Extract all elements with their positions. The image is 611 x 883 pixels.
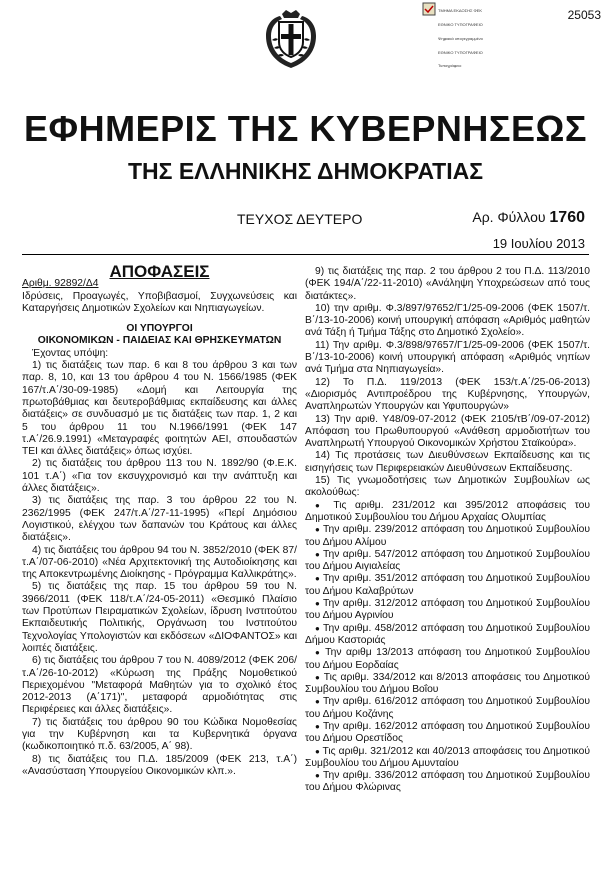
clause-paragraph: 4) τις διατάξεις του άρθρου 94 του Ν. 3852/2010 (ΦΕΚ 87/τ.Α΄/07-06-2010) «Νέα Αρχιτεκτονική της Αυτοδιοίκησης και της Αποκεντρωμένης Διοίκησης - Πρόγραμμα Καλλικράτης». <box>22 544 297 581</box>
clause-paragraph: 14) Τις προτάσεις των Διευθύνσεων Εκπαίδευσης και τις εισηγήσεις των Περιφερειακών Διευθύνσεων Εκπαίδευσης. <box>305 450 590 474</box>
council-opinion-item: ● Την αριθμ. 458/2012 απόφαση του Δημοτικού Συμβουλίου Δήμου Καστοριάς <box>305 623 590 648</box>
ministers-heading-line2: ΟΙΚΟΝΟΜΙΚΩΝ - ΠΑΙΔΕΙΑΣ ΚΑΙ ΘΡΗΣΚΕΥΜΑΤΩΝ <box>37 335 282 347</box>
greek-coat-of-arms-emblem <box>262 10 320 70</box>
issue-label: ΤΕΥΧΟΣ ΔΕΥΤΕΡΟ <box>237 211 363 227</box>
council-opinion-item: ● Την αριθμ 13/2013 απόφαση του Δημοτικού Συμβουλίου του Δήμου Εορδαίας <box>305 647 590 672</box>
clause-paragraph: 13) Την αριθ. Υ48/09-07-2012 (ΦΕΚ 2105/τΒ΄/09-07-2012) Απόφαση του Πρωθυπουργού «Ανάθεση αρμοδιοτήτων του Αναπληρωτή Υπουργού Οικονομικών Χρήστου Σταϊκούρα». <box>305 413 590 450</box>
council-opinion-item: ● Τις αριθμ. 334/2012 και 8/2013 αποφάσεις του Δημοτικού Συμβουλίου του Δήμου Βοΐου <box>305 672 590 697</box>
signature-seal-icon <box>422 2 436 16</box>
stamp-line: ΤΜΗΜΑ ΕΚΔΟΣΗΣ ΦΕΚ <box>438 8 483 14</box>
sheet-number-block <box>472 209 585 227</box>
clause-paragraph: 8) τις διατάξεις του Π.Δ. 185/2009 (ΦΕΚ 213, τ.Α΄) «Ανασύσταση Υπουργείου Οικονομικών κλπ.». <box>22 753 297 777</box>
gazette-subtitle: ΤΗΣ ΕΛΛΗΝΙΚΗΣ ΔΗΜΟΚΡΑΤΙΑΣ <box>127 158 484 184</box>
clause-paragraph: 3) τις διατάξεις της παρ. 3 του άρθρου 22 του Ν. 2362/1995 (ΦΕΚ 247/τ.Α΄/27-11-1995) «Περί Δημόσιου Λογιστικού, ελέγχου των δαπανών του Κράτους και άλλες διατάξεις». <box>22 495 297 544</box>
digital-signature-stamp <box>422 0 502 69</box>
stamp-line: Τυπογράφειο <box>438 63 462 69</box>
clause-paragraph: 11) Την αριθμ. Φ.3/898/97657/Γ1/25-09-2006 (ΦΕΚ 1507/τ. Β΄/13-10-2006) κοινή υπουργική απόφαση «Αριθμός νηπίων ανά Τμήμα στα Νηπιαγωγεία». <box>305 339 590 376</box>
stamp-line: Ψηφιακά υπογεγραμμένο <box>438 35 483 41</box>
council-opinion-item: ● Την αριθμ. 616/2012 απόφαση του Δημοτικού Συμβουλίου του Δήμου Κοζάνης <box>305 696 590 721</box>
sheet-label: Αρ. Φύλλου <box>472 209 546 225</box>
header-divider <box>22 254 589 255</box>
council-opinion-item: ● Την αριθμ. 336/2012 απόφαση του Δημοτικού Συμβουλίου του Δήμου Φλώρινας <box>305 770 590 795</box>
clause-paragraph: 6) τις διατάξεις του άρθρου 7 του Ν. 4089/2012 (ΦΕΚ 206/τ.Α΄/26-10-2012) «Κύρωση της Πράξης Νομοθετικού Περιεχομένου "Μεταφορά Μαθητών για το σχολικό έτος 2012-2013 (Α΄171)", μεταφορά αρμοδιότητας στις Περιφέρειες και άλλες διατάξεις». <box>22 655 297 716</box>
left-column <box>22 262 297 778</box>
issue-date: 19 Ιουλίου 2013 <box>492 236 585 251</box>
gazette-title: ΕΦΗΜΕΡΙΣ ΤΗΣ ΚΥΒΕΡΝΗΣΕΩΣ <box>24 108 587 149</box>
sheet-number: 1760 <box>549 209 585 226</box>
council-opinion-item: ● Τις αριθμ. 231/2012 και 395/2012 αποφάσεις του Δημοτικού Συμβουλίου του Δήμου Αρχαίας Ολυμπίας <box>305 500 590 525</box>
clause-paragraph: 9) τις διατάξεις της παρ. 2 του άρθρου 2 του Π.Δ. 113/2010 (ΦΕΚ 194/Α΄/22-11-2010) «Ανάληψη Υποχρεώσεων από τους διατάκτες». <box>305 266 590 302</box>
council-opinion-item: ● Την αριθμ. 239/2012 απόφαση του Δημοτικού Συμβουλίου του Δήμου Αλίμου <box>305 524 590 549</box>
council-opinion-item: ● Την αριθμ. 351/2012 απόφαση του Δημοτικού Συμβουλίου του Δήμου Καλαβρύτων <box>305 573 590 598</box>
right-column <box>305 266 590 795</box>
page-number: 25053 <box>567 8 601 22</box>
council-opinion-item: ● Τις αριθμ. 321/2012 και 40/2013 αποφάσεις του Δημοτικού Συμβουλίου του Δήμου Αμυνταίου <box>305 746 590 771</box>
stamp-line: ΕΘΝΙΚΟ ΤΥΠΟΓΡΑΦΕΙΟ <box>438 49 483 55</box>
clause-paragraph: 5) τις διατάξεις της παρ. 15 του άρθρου 59 του Ν. 3966/2011 (ΦΕΚ 118/τ.Α΄/24-05-2011) «Θεσμικό Πλαίσιο των Προτύπων Πειραματικών Σχολείων, ίδρυση Ινστιτούτου Εκπαιδευτικής Πολιτικής, Οργάνωση του Ινστιτούτου Τεχνολογίας Υπολογιστών και εκδόσεων «ΔΙΟΦΑΝΤΟΣ» και λοιπές διατάξεις. <box>22 581 297 654</box>
clause-paragraph: 15) Τις γνωμοδοτήσεις των Δημοτικών Συμβουλίων ως ακολούθως: <box>305 475 590 499</box>
clause-paragraph: 10) την αριθμ. Φ.3/897/97652/Γ1/25-09-2006 (ΦΕΚ 1507/τ. Β΄/13-10-2006) κοινή υπουργική απόφαση «Αριθμός μαθητών ανά Τάξη ή Τμήμα Τάξης στο Δημοτικό Σχολείο». <box>305 302 590 339</box>
clause-paragraph: 1) τις διατάξεις των παρ. 6 και 8 του άρθρου 3 και των παρ. 8, 10, και 13 του άρθρου 4 του Ν. 1566/1985 (ΦΕΚ 167/τ.Α΄/30-09-1985) «Δομή και Λειτουργία της πρωτοβάθμιας και δευτεροβάθμιας εκπαίδευσης και άλλες διατάξεις» σε συνδυασμό με τις διατάξεις των παρ. 1, 2 και 5 του άρθρου 11 του Ν.1966/1991 (ΦΕΚ 147 τ.Α΄/26.9.1991) «Μεταγραφές φοιτητών ΑΕΙ, σπουδαστών ΤΕΙ και άλλες διατάξεις» όπως ισχύει. <box>22 360 297 458</box>
having-regard-text: Έχοντας υπόψη: <box>32 347 109 359</box>
council-opinion-item: ● Την αριθμ. 312/2012 απόφαση του Δημοτικού Συμβουλίου του Δήμου Αγρινίου <box>305 598 590 623</box>
clause-paragraph: 12) Το Π.Δ. 119/2013 (ΦΕΚ 153/τ.Α΄/25-06-2013) «Διορισμός Αντιπροέδρου της Κυβέρνησης, Υπουργών, Αναπληρωτών Υπουργών και Υφυπουργών» <box>305 376 590 413</box>
stamp-line: ΕΘΝΙΚΟ ΤΥΠΟΓΡΑΦΕΙΟ <box>438 21 483 27</box>
decision-reference: Αριθμ. 92892/Δ4 <box>22 278 99 290</box>
council-opinion-item: ● Την αριθμ. 162/2012 απόφαση του Δημοτικού Συμβουλίου του Δήμου Ορεστίδος <box>305 721 590 746</box>
clause-paragraph: 7) τις διατάξεις του άρθρου 90 του Κώδικα Νομοθεσίας για την Κυβέρνηση και τα Κυβερνητικά όργανα (κωδικοποιητικό π.δ. 63/2005, Α΄ 98). <box>22 716 297 753</box>
council-opinion-item: ● Την αριθμ. 547/2012 απόφαση του Δημοτικού Συμβουλίου του Δήμου Αιγιαλείας <box>305 549 590 574</box>
clause-paragraph: 2) τις διατάξεις του άρθρου 113 του Ν. 1892/90 (Φ.Ε.Κ. 101 τ.Α΄) «Για τον εκσυγχρονισμό και την ανάπτυξη και άλλες διατάξεις». <box>22 458 297 495</box>
section-heading: ΑΠΟΦΑΣΕΙΣ <box>109 262 210 281</box>
ministers-heading: ΟΙ ΥΠΟΥΡΓΟΙ <box>126 323 193 335</box>
decision-title: Ιδρύσεις, Προαγωγές, Υποβιβασμοί, Συγχωνεύσεις και Καταργήσεις Δημοτικών Σχολείων και Νηπιαγωγείων. <box>22 290 297 314</box>
